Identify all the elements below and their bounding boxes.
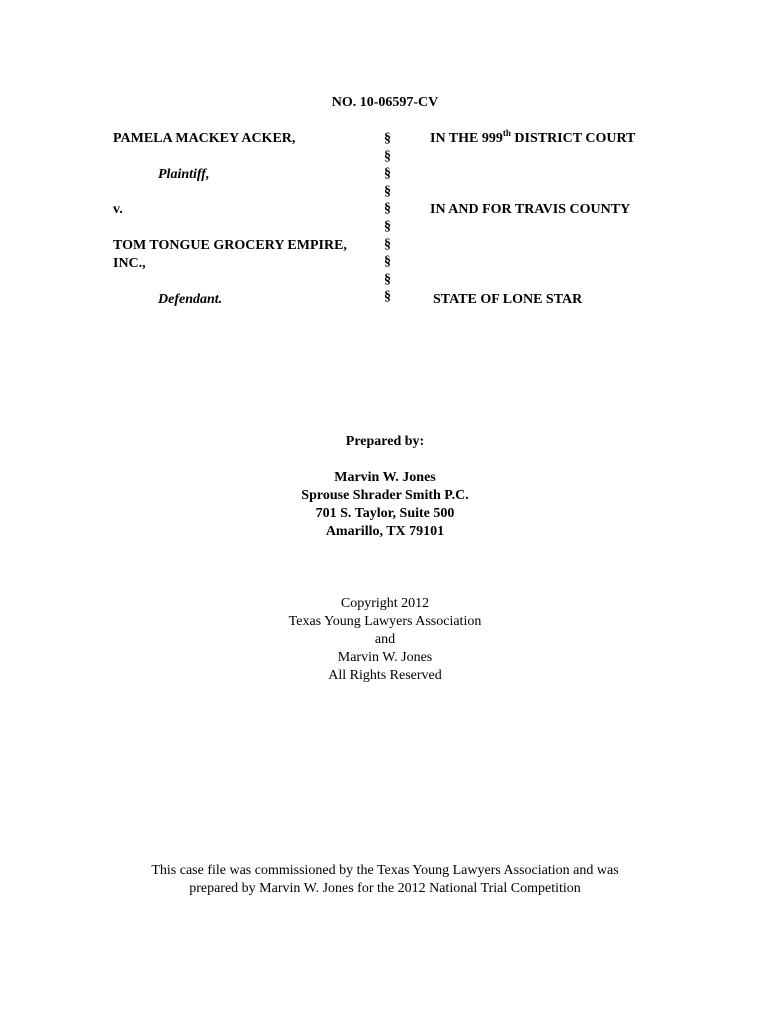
plaintiff-role: Plaintiff, bbox=[158, 167, 210, 182]
copyright-block bbox=[0, 595, 770, 685]
preparer-name: Marvin W. Jones bbox=[334, 470, 436, 485]
court-prefix: IN THE 999 bbox=[430, 131, 503, 146]
section-symbol: § bbox=[384, 148, 391, 164]
versus-label: v. bbox=[113, 202, 123, 217]
copyright-author: Marvin W. Jones bbox=[337, 650, 433, 665]
firm-city: Amarillo, TX 79101 bbox=[325, 524, 445, 539]
section-symbol: § bbox=[384, 254, 391, 270]
defendant-role: Defendant. bbox=[158, 292, 223, 307]
case-number: NO. 10-06597-CV bbox=[331, 95, 439, 110]
rights-reserved: All Rights Reserved bbox=[328, 668, 442, 683]
section-symbol: § bbox=[384, 201, 391, 217]
firm-name: Sprouse Shrader Smith P.C. bbox=[301, 488, 469, 503]
section-symbol: § bbox=[384, 183, 391, 199]
section-symbol: § bbox=[384, 218, 391, 234]
commission-line-2: prepared by Marvin W. Jones for the 2012 National Trial Competition bbox=[189, 881, 581, 896]
prepared-by-block bbox=[0, 469, 770, 541]
section-symbol: § bbox=[384, 236, 391, 252]
section-symbol: § bbox=[384, 166, 391, 182]
county-label: IN AND FOR TRAVIS COUNTY bbox=[430, 202, 631, 217]
copyright-year: Copyright 2012 bbox=[340, 596, 430, 611]
court-suffix: DISTRICT COURT bbox=[510, 131, 636, 146]
plaintiff-name: PAMELA MACKEY ACKER, bbox=[113, 131, 296, 146]
firm-street: 701 S. Taylor, Suite 500 bbox=[315, 506, 455, 521]
section-symbol-column bbox=[384, 130, 396, 306]
copyright-holder: Texas Young Lawyers Association bbox=[288, 614, 482, 629]
section-symbol: § bbox=[384, 131, 391, 146]
defendant-name-line1: TOM TONGUE GROCERY EMPIRE, bbox=[113, 238, 347, 253]
prepared-by-heading: Prepared by: bbox=[345, 434, 425, 449]
commission-line-1: This case file was commissioned by the Texas Young Lawyers Association and was bbox=[151, 863, 619, 878]
court-ordinal-suffix: th bbox=[502, 128, 511, 138]
defendant-name-line2: INC., bbox=[113, 256, 146, 271]
section-symbol: § bbox=[384, 271, 391, 287]
copyright-and: and bbox=[374, 632, 396, 647]
section-symbol: § bbox=[384, 289, 391, 305]
court-name bbox=[430, 130, 635, 148]
commission-statement bbox=[0, 862, 770, 898]
state-label: STATE OF LONE STAR bbox=[433, 292, 583, 307]
